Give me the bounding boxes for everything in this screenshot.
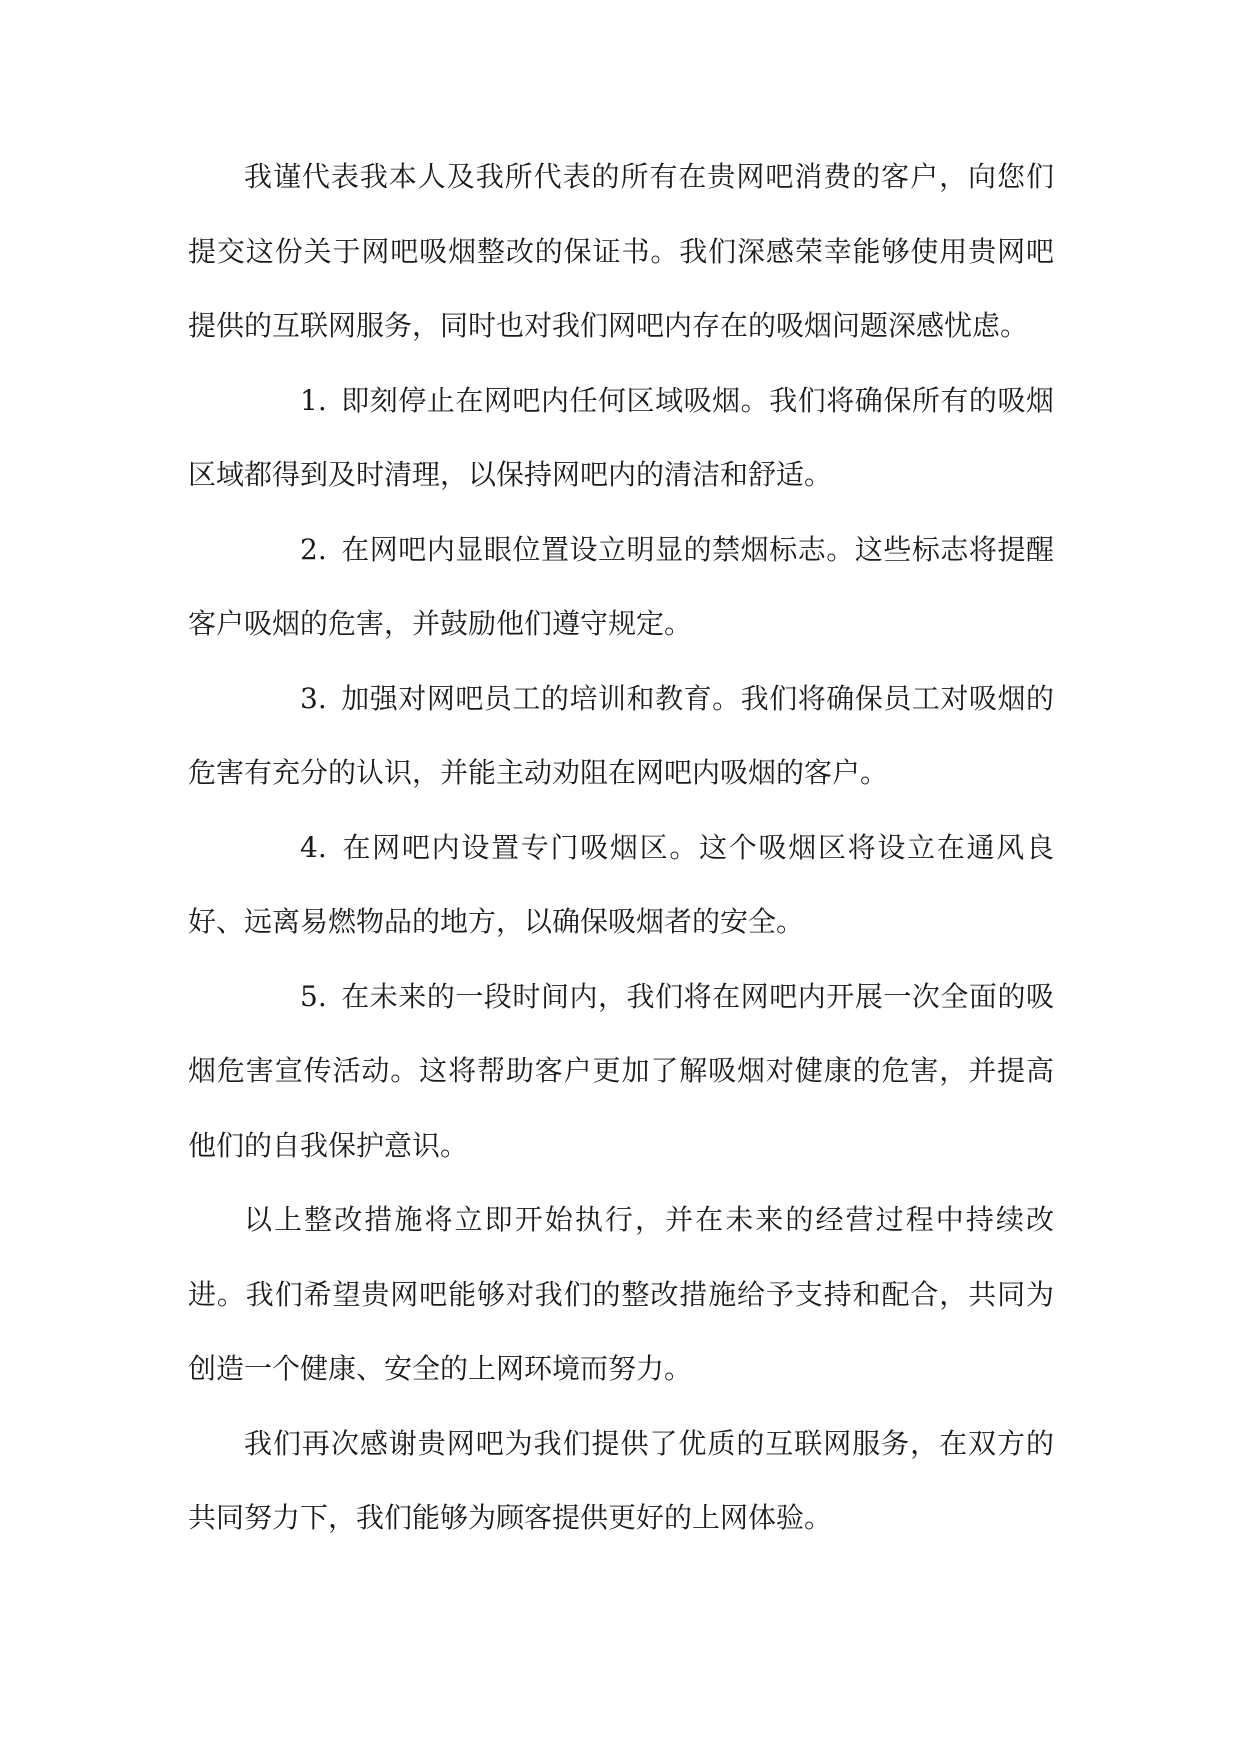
list-item-text: 在网吧内设置专门吸烟区。这个吸烟区将设立在通风良好、远离易燃物品的地方，以确保吸烟者的安全。 [188, 830, 1054, 938]
list-item-text: 在网吧内显眼位置设立明显的禁烟标志。这些标志将提醒客户吸烟的危害，并鼓励他们遵守规定。 [188, 532, 1054, 640]
paragraph-text: 我谨代表我本人及我所代表的所有在贵网吧消费的客户，向您们提交这份关于网吧吸烟整改的保证书。我们深感荣幸能够使用贵网吧提供的互联网服务，同时也对我们网吧内存在的吸烟问题深感忧虑。 [188, 160, 1054, 342]
intro-paragraph [188, 140, 1054, 364]
list-item-1 [188, 364, 1054, 513]
list-item-3 [188, 662, 1054, 811]
implementation-paragraph [188, 1183, 1054, 1407]
list-item-number: 5. [300, 979, 327, 1013]
list-item-number: 3. [300, 681, 327, 715]
list-item-text: 加强对网吧员工的培训和教育。我们将确保员工对吸烟的危害有充分的认识，并能主动劝阻在网吧内吸烟的客户。 [188, 681, 1054, 789]
paragraph-text: 以上整改措施将立即开始执行，并在未来的经营过程中持续改进。我们希望贵网吧能够对我们的整改措施给予支持和配合，共同为创造一个健康、安全的上网环境而努力。 [188, 1203, 1054, 1385]
list-item-5 [188, 960, 1054, 1184]
closing-paragraph [188, 1407, 1054, 1556]
list-item-2 [188, 513, 1054, 662]
paragraph-text: 我们再次感谢贵网吧为我们提供了优质的互联网服务，在双方的共同努力下，我们能够为顾客提供更好的上网体验。 [188, 1426, 1054, 1534]
list-item-text: 在未来的一段时间内，我们将在网吧内开展一次全面的吸烟危害宣传活动。这将帮助客户更加了解吸烟对健康的危害，并提高他们的自我保护意识。 [188, 979, 1054, 1162]
list-item-number: 4. [300, 830, 327, 864]
document-body [188, 140, 1054, 1556]
list-item-number: 1. [300, 383, 327, 417]
list-item-4 [188, 811, 1054, 960]
list-item-number: 2. [300, 532, 327, 566]
list-item-text: 即刻停止在网吧内任何区域吸烟。我们将确保所有的吸烟区域都得到及时清理，以保持网吧内的清洁和舒适。 [188, 383, 1054, 491]
